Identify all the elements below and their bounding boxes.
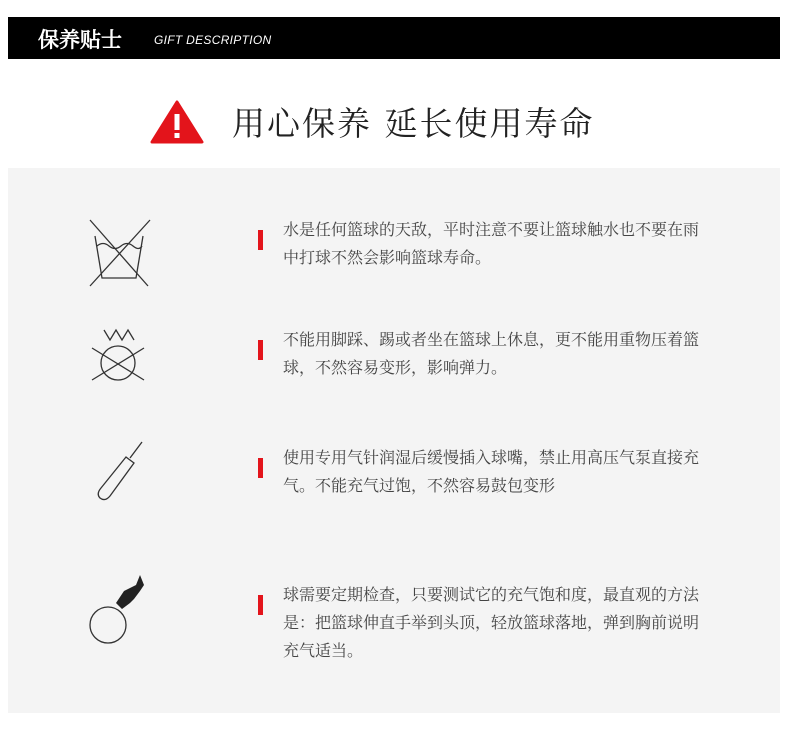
- tip-item: [8, 318, 780, 428]
- tip-item: [8, 436, 780, 546]
- tip-marker: [258, 230, 263, 250]
- tip-marker: [258, 458, 263, 478]
- tip-item: [8, 208, 780, 318]
- no-heat-icon: [78, 318, 158, 398]
- hand-drop-ball-icon: [78, 573, 158, 653]
- headline: [0, 96, 790, 146]
- tip-text: 使用专用气针润湿后缓慢插入球嘴，禁止用高压气泵直接充气。不能充气过饱，不然容易鼓包变形: [283, 448, 700, 495]
- headline-text: 用心保养 延长使用寿命: [232, 104, 595, 143]
- no-wash-icon: [78, 208, 158, 288]
- tip-text: 球需要定期检查，只要测试它的充气饱和度，最直观的方法是：把篮球伸直手举到头顶，轻放篮球落地，弹到胸前说明充气适当。: [283, 585, 700, 660]
- header-bar: [8, 17, 780, 59]
- inflation-needle-icon: [78, 436, 158, 516]
- warning-triangle-icon: [150, 100, 204, 144]
- tip-text: 水是任何篮球的天敌，平时注意不要让篮球触水也不要在雨中打球不然会影响篮球寿命。: [283, 220, 700, 267]
- care-tips-panel: [8, 168, 780, 713]
- tip-marker: [258, 340, 263, 360]
- header-subtitle: GIFT DESCRIPTION: [154, 33, 272, 47]
- tip-marker: [258, 595, 263, 615]
- header-title: 保养贴士: [38, 28, 122, 52]
- tip-item: [8, 573, 780, 683]
- tip-text: 不能用脚踩、踢或者坐在篮球上休息，更不能用重物压着篮球，不然容易变形，影响弹力。: [283, 330, 700, 377]
